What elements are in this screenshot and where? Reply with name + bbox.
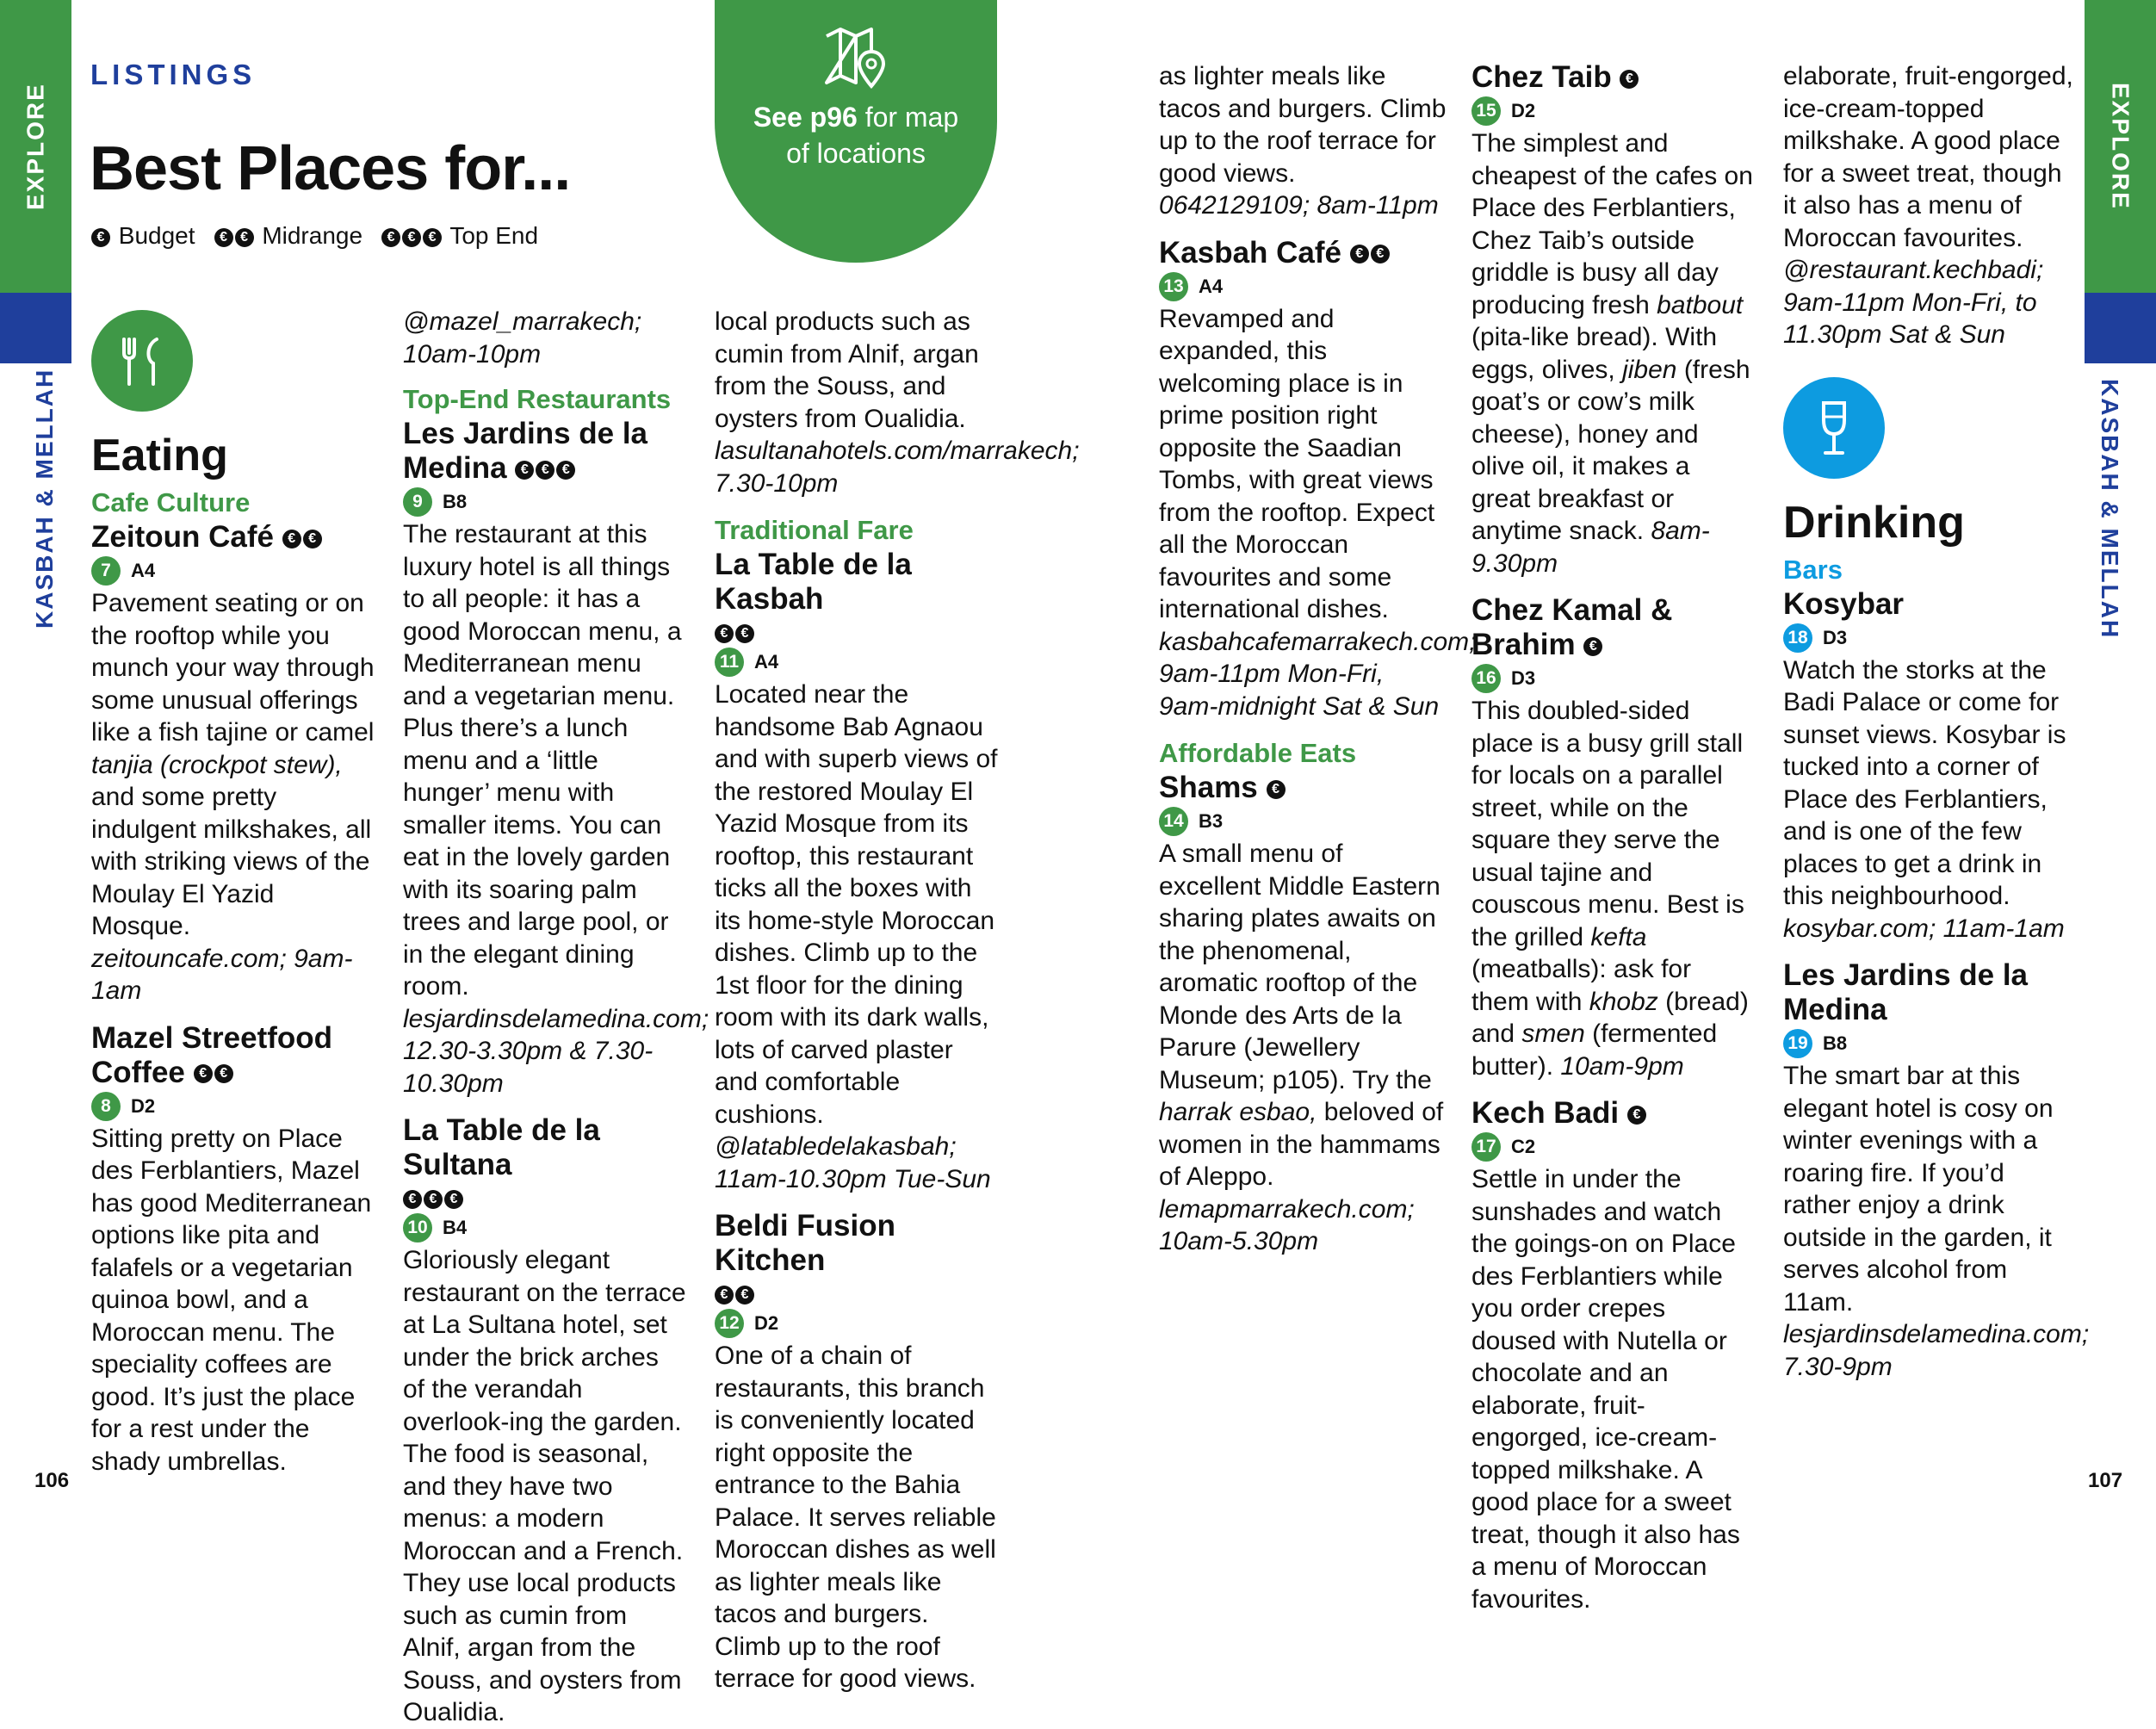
page-title: Best Places for... [90, 134, 571, 203]
listing-name: Kasbah Café € € [1159, 236, 1447, 270]
listing-description: The smart bar at this elegant hotel is cosy on winter evenings with a roaring fire. If you’d rather enjoy a drink outside in the garden, it serves alcohol from 11am. lesjardinsdelamedina.com; 7.30-9pm [1783, 1062, 2090, 1381]
listing-description: The restaurant at this luxury hotel is all things to all people: it has a good Moroccan menu, a Mediterranean menu and a vegetarian menu. Plus there’s a lunch menu and a ‘little hunger’ menu with smaller items. You can eat in the lovely garden with its soaring palm trees and large pool, or in the elegant dining room. lesjardinsdelamedina.com; 12.30-3.30pm & 7.30-10.30pm [403, 520, 709, 1098]
listing-description: One of a chain of restaurants, this branch is conveniently located right opposite the entrance to the Bahia Palace. It serves reliable Moroccan dishes as well as lighter meals like tacos and burgers. Climb up to the roof terrace for good views. [715, 1342, 996, 1693]
euro-icon: € [515, 461, 534, 480]
map-pin: 13 A4 [1159, 272, 1447, 301]
listing-description: Gloriously elegant restaurant on the terrace at La Sultana hotel, set under the brick arches of the verandah overlook-ing the garden. The food is seasonal, and they have two menus: a modern Moroccan and a French. They use local products such as cumin from Alnif, argan from the Souss, and oysters from Oualidia. [403, 1246, 686, 1726]
price-indicator: € € [715, 617, 999, 646]
listings-kicker: LISTINGS [90, 59, 257, 90]
listing-description-continued: as lighter meals like tacos and burgers. Climb up to the roof terrace for good views. 0642129109; 8am-11pm [1159, 62, 1447, 220]
listing-name: La Table de la Sultana [403, 1113, 600, 1181]
listing-name: Kosybar [1783, 586, 1905, 621]
map-pin: 14 B3 [1159, 807, 1447, 836]
map-reference-badge[interactable] [715, 0, 997, 263]
listing-name: Beldi Fusion Kitchen [715, 1209, 895, 1277]
legend-budget: € Budget [91, 222, 195, 250]
price-legend [91, 222, 538, 250]
cafe-culture-heading: Cafe Culture [91, 487, 251, 517]
page-number-left: 106 [34, 1469, 70, 1492]
listing-description: This doubled-sided place is a busy grill stall for locals on a parallel street, while on the square they serve the usual tajine and couscous menu. Best is the grilled kefta (meatballs): ask for them with khobz (bread) and smen (fermented butter). 10am-9pm [1471, 697, 1749, 1081]
page-number-right: 107 [2088, 1469, 2123, 1492]
euro-icon: € [402, 228, 421, 247]
euro-icon: € [282, 530, 301, 548]
map-pin: 17 C2 [1471, 1132, 1756, 1162]
euro-icon: € [536, 461, 554, 480]
map-pin: 16 D3 [1471, 664, 1756, 693]
listing-name: Zeitoun Café € € [91, 520, 375, 555]
wine-glass-icon [1783, 377, 1885, 479]
listing-info: zeitouncafe.com; 9am-1am [91, 944, 353, 1005]
fork-knife-icon [91, 310, 193, 412]
euro-icon: € [214, 1064, 233, 1083]
map-pin: 15 D2 [1471, 96, 1756, 126]
left-explore-tab [0, 0, 71, 293]
listing-info: @mazel_marrakech; 10am-10pm [403, 307, 642, 369]
eating-title: Eating [91, 431, 228, 480]
column-1 [91, 310, 375, 1478]
listing-description: The simplest and cheapest of the cafes on Place des Ferblantiers, Chez Taib’s outside griddle is busy all day producing fresh batbout (pita-like bread). With eggs, olives, jiben (fresh goat’s or cow’s milk cheese), honey and olive oil, it makes a great breakfast or anytime snack. 8am-9.30pm [1471, 129, 1753, 578]
top-end-heading: Top-End Restaurants [403, 384, 672, 414]
listing-description: Sitting pretty on Place des Ferblantiers, Mazel has good Mediterranean options like pita and falafels or a vegetarian quinoa bowl, and a Moroccan menu. The speciality coffees are good. It’s just the place for a rest under the shady umbrellas. [91, 1124, 372, 1476]
listing-name: Chez Kamal & Brahim € [1471, 593, 1673, 661]
column-4 [1159, 60, 1477, 1258]
euro-icon: € [235, 228, 254, 247]
column-6 [1783, 60, 2090, 1383]
euro-icon: € [194, 1064, 213, 1083]
map-pin: 19 B8 [1783, 1029, 2076, 1058]
listing-name: Chez Taib € [1471, 60, 1756, 95]
listing-name: Shams € [1159, 771, 1447, 805]
listing-name: Mazel Streetfood Coffee € € [91, 1020, 333, 1089]
right-section-label: KASBAH & MELLAH [2097, 379, 2123, 640]
euro-icon: € [303, 530, 322, 548]
affordable-heading: Affordable Eats [1159, 738, 1357, 768]
euro-icon: € [423, 228, 442, 247]
map-pin: 11 A4 [715, 648, 999, 677]
legend-midrange: € € Midrange [214, 222, 363, 250]
euro-icon: € [91, 228, 110, 247]
column-2 [403, 306, 709, 1726]
column-5 [1471, 60, 1756, 1614]
price-indicator: € € [715, 1278, 999, 1307]
listing-description-continued: local products such as cumin from Alnif, argan from the Souss, and oysters from Oualidia. lasultanahotels.com/marrakech; 7.30-10pm [715, 307, 1080, 498]
price-indicator: € € € [403, 1182, 687, 1212]
traditional-heading: Traditional Fare [715, 515, 914, 545]
right-blue-tab [2085, 293, 2156, 363]
map-pin: 7 A4 [91, 556, 375, 586]
euro-icon: € [556, 461, 575, 480]
drinking-title: Drinking [1783, 497, 1965, 548]
map-pin: 10 B4 [403, 1213, 687, 1243]
map-pin: 12 D2 [715, 1309, 999, 1338]
listing-description: Watch the storks at the Badi Palace or come for sunset views. Kosybar is tucked into a corner of Place des Ferblantiers, and is one of the few places to get a drink in this neighbourhood. kosybar.com; 11am-1am [1783, 655, 2066, 943]
right-explore-label: EXPLORE [2107, 83, 2134, 210]
listing-name: Les Jardins de la Medina € € € [403, 417, 648, 485]
legend-top-end: € € € Top End [381, 222, 538, 250]
listing-name: Kech Badi € [1471, 1096, 1756, 1131]
map-pin: 9 B8 [403, 487, 687, 517]
listing-description: Settle in under the sunshades and watch the goings-on on Place des Ferblantiers while you order crepes doused with Nutella or chocolate and an elaborate, fruit-engorged, ice-cream-topped milkshake. A good place for a sweet treat, though it also has a menu of Moroccan favourites. [1471, 1165, 1740, 1614]
map-pin-icon [821, 26, 890, 91]
left-explore-label: EXPLORE [22, 83, 49, 210]
listing-description: Located near the handsome Bab Agnaou and with superb views of the restored Moulay El Yazid Mosque from its rooftop, this restaurant ticks all the boxes with its home-style Moroccan dishes. Climb up to the 1st floor for the dining room with its dark walls, lots of carved plaster and comfortable cushions. @latabledelakasbah; 11am-10.30pm Tue-Sun [715, 680, 998, 1193]
listing-name: La Table de la Kasbah [715, 548, 912, 616]
column-3 [715, 306, 1080, 1693]
listing-name: Les Jardins de la Medina [1783, 958, 2029, 1026]
bars-heading: Bars [1783, 554, 1843, 585]
euro-icon: € [381, 228, 400, 247]
left-section-label: KASBAH & MELLAH [31, 368, 58, 629]
listing-description: A small menu of excellent Middle Eastern sharing plates awaits on the phenomenal, aromatic rooftop of the Monde des Arts de la Parure (Jewellery Museum; p105). Try the harrak esbao, beloved of women in the hammams of Aleppo. lemapmarrakech.com; 10am-5.30pm [1159, 840, 1444, 1255]
right-explore-tab [2085, 0, 2156, 293]
listing-description: Revamped and expanded, this welcoming place is in prime position right opposite the Saadian Tombs, with great views from the rooftop. Expect all the Moroccan favourites and some international dishes. kasbahcafemarrakech.com; 9am-11pm Mon-Fri, 9am-midnight Sat & Sun [1159, 304, 1477, 721]
listing-description-continued: elaborate, fruit-engorged, ice-cream-topped milkshake. A good place for a sweet treat, though it also has a menu of Moroccan favourites. @restaurant.kechbadi; 9am-11pm Mon-Fri, to 11.30pm Sat & Sun [1783, 62, 2073, 349]
left-blue-tab [0, 293, 71, 363]
map-pin: 18 D3 [1783, 623, 2076, 653]
map-reference-text: See p96 for map of locations [753, 102, 959, 169]
listing-description: Pavement seating or on the rooftop while you munch your way through some unusual offerings like a fish tajine or camel tanjia (crockpot stew), and some pretty indulgent milkshakes, all with striking views of the Moulay El Yazid Mosque. zeitouncafe.com; 9am-1am [91, 589, 375, 1005]
map-pin: 8 D2 [91, 1092, 375, 1121]
euro-icon: € [214, 228, 233, 247]
